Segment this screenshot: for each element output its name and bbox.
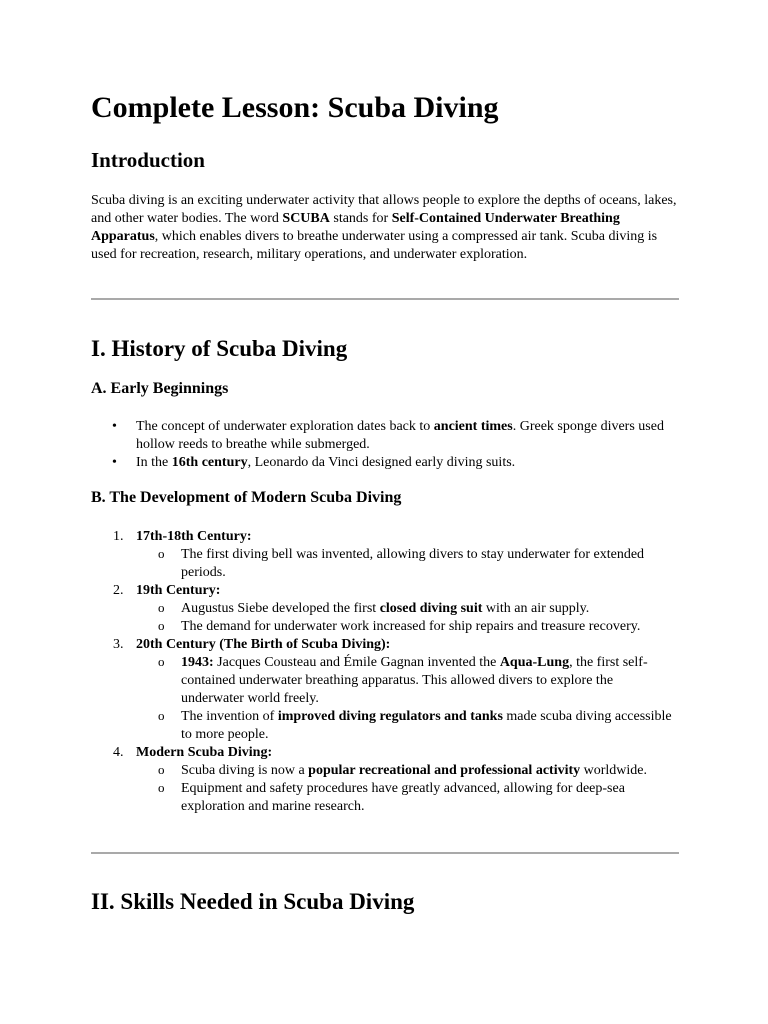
- page-title: Complete Lesson: Scuba Diving: [91, 91, 499, 124]
- early-beginnings-heading: A. Early Beginnings: [91, 380, 229, 397]
- scuba-term: SCUBA: [282, 211, 330, 226]
- early-beginnings-list: [91, 418, 679, 472]
- list-item: 1. 17th-18th Century: o The first diving bell was invented, allowing divers to stay underwater for extended periods.: [91, 528, 679, 582]
- modern-development-list: [91, 528, 679, 816]
- circle-bullet-icon: o: [158, 762, 165, 777]
- sub-list-item: o The demand for underwater work increased for ship repairs and treasure recovery.: [158, 618, 641, 634]
- sub-list-item: o The first diving bell was invented, allowing divers to stay underwater for extended periods.: [158, 546, 645, 580]
- sub-list-item: o 1943: Jacques Cousteau and Émile Gagnan invented the Aqua-Lung, the first self-contained underwater breathing apparatus. This allowed divers to explore the underwater world freely.: [158, 654, 648, 706]
- introduction-paragraph: Scuba diving is an exciting underwater activity that allows people to explore the depths of oceans, lakes, and other water bodies. The word SCUBA stands for Self-Contained Underwater Breathing Apparatus, which enables divers to breathe underwater using a compressed air tank. Scuba diving is used for recreation, research, military operations, and underwater exploration.: [91, 193, 677, 262]
- circle-bullet-icon: o: [158, 618, 165, 633]
- section-divider: [91, 852, 679, 854]
- circle-bullet-icon: o: [158, 654, 165, 669]
- introduction-heading: Introduction: [91, 148, 205, 172]
- circle-bullet-icon: o: [158, 780, 165, 795]
- list-item: 2. 19th Century: o Augustus Siebe developed the first closed diving suit with an air supply. o The demand for underwater work increased for ship repairs and treasure recovery.: [91, 582, 679, 636]
- scuba-expansion: Self-Contained Underwater Breathing Apparatus: [91, 211, 620, 244]
- sub-list-item: o Equipment and safety procedures have greatly advanced, allowing for deep-sea exploration and marine research.: [158, 780, 625, 814]
- sub-list-item: o Augustus Siebe developed the first closed diving suit with an air supply.: [158, 600, 590, 616]
- section-divider: [91, 298, 679, 300]
- sub-list: [136, 762, 679, 816]
- circle-bullet-icon: o: [158, 708, 165, 723]
- modern-development-heading: B. The Development of Modern Scuba Diving: [91, 489, 402, 506]
- sub-list: [136, 546, 679, 582]
- sub-list-item: o The invention of improved diving regulators and tanks made scuba diving accessible to more people.: [158, 708, 672, 742]
- history-heading: I. History of Scuba Diving: [91, 336, 348, 361]
- sub-list-item: o Scuba diving is now a popular recreational and professional activity worldwide.: [158, 762, 648, 778]
- sub-list: [136, 600, 679, 636]
- sub-list: [136, 654, 679, 744]
- circle-bullet-icon: o: [158, 600, 165, 615]
- skills-heading: II. Skills Needed in Scuba Diving: [91, 889, 415, 914]
- list-item: • The concept of underwater exploration dates back to ancient times. Greek sponge divers used hollow reeds to breathe while submerged.: [112, 419, 664, 452]
- list-item: • In the 16th century, Leonardo da Vinci designed early diving suits.: [112, 455, 516, 470]
- list-item: 4. Modern Scuba Diving: o Scuba diving is now a popular recreational and professional activity worldwide. o Equipment and safety procedures have greatly advanced, allowing for deep-sea exploration and marine research.: [91, 744, 679, 816]
- list-item: 3. 20th Century (The Birth of Scuba Diving): o 1943: Jacques Cousteau and Émile Gagnan invented the Aqua-Lung, the first self-contained underwater breathing apparatus. This allowed divers to explore the underwater world freely. o The invention of improved diving regulators and tanks made scuba diving accessible to more people.: [91, 636, 679, 744]
- bullet-icon: •: [112, 419, 117, 434]
- bullet-icon: •: [112, 455, 117, 470]
- circle-bullet-icon: o: [158, 546, 165, 561]
